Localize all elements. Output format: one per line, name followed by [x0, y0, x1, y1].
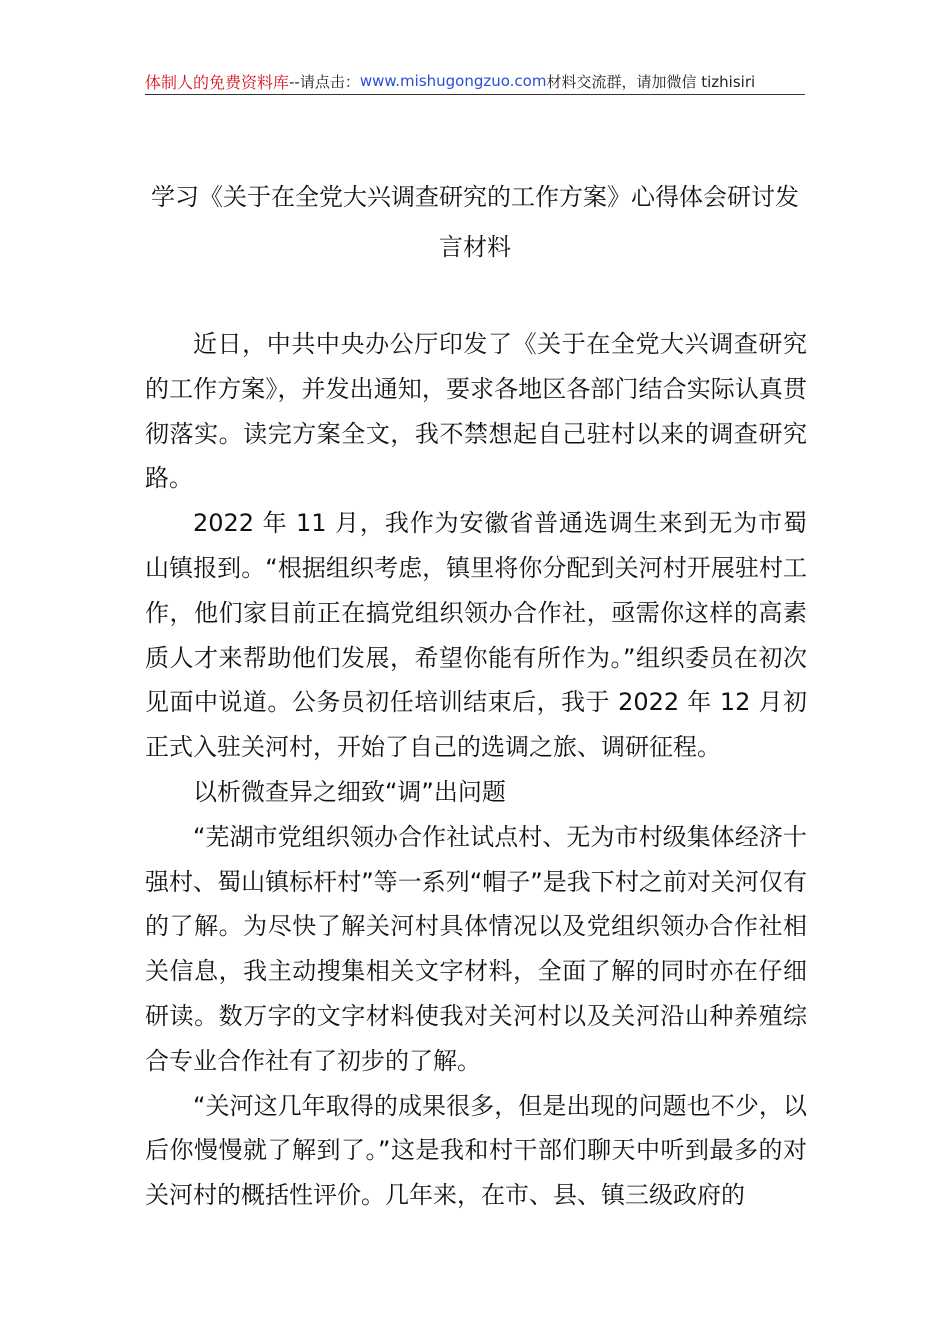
header-website-link[interactable]: www.mishugongzuo.com — [359, 72, 547, 90]
section-heading: 以析微查异之细致“调”出问题 — [193, 777, 506, 806]
document-body — [145, 322, 807, 1218]
paragraph: “关河这几年取得的成果很多，但是出现的问题也不少，以后你慢慢就了解到了。”这是我和村干部们聊天中听到最多的对关河村的概括性评价。几年来，在市、县、镇三级政府的 — [145, 1091, 807, 1210]
title-line-1: 学习《关于在全党大兴调查研究的工作方案》心得体会研讨发 — [151, 183, 799, 211]
paragraph: 2022 年 11 月，我作为安徽省普通选调生来到无为市蜀山镇报到。“根据组织考虑，镇里将你分配到关河村开展驻村工作，他们家目前正在搞党组织领办合作社，亟需你这样的高素质人才来帮助他们发展，希望你能有所作为。”组织委员在初次见面中说道。公务员初任培训结束后，我于 2022 年 12 月初正式入驻关河村，开始了自己的选调之旅、调研征程。 — [145, 509, 807, 762]
title-line-2: 言材料 — [439, 233, 511, 261]
paragraph: “芜湖市党组织领办合作社试点村、无为市村级集体经济十强村、蜀山镇标杆村”等一系列“帽子”是我下村之前对关河仅有的了解。为尽快了解关河村具体情况以及党组织领办合作社相关信息，我主动搜集相关文字材料，全面了解的同时亦在仔细研读。数万字的文字材料使我对关河村以及关河沿山种养殖综合专业合作社有了初步的了解。 — [145, 822, 807, 1075]
paragraph: 近日，中共中央办公厅印发了《关于在全党大兴调查研究的工作方案》，并发出通知，要求各地区各部门结合实际认真贯彻落实。读完方案全文，我不禁想起自己驻村以来的调查研究路。 — [145, 330, 807, 493]
header-divider — [145, 94, 805, 95]
header-tail-text: 材料交流群，请加微信 tizhisiri — [546, 72, 756, 91]
page-header — [145, 68, 805, 94]
header-brand: 体制人的免费资料库 — [145, 72, 290, 92]
header-lead-text: --请点击： — [289, 72, 360, 91]
document-title — [145, 172, 805, 272]
